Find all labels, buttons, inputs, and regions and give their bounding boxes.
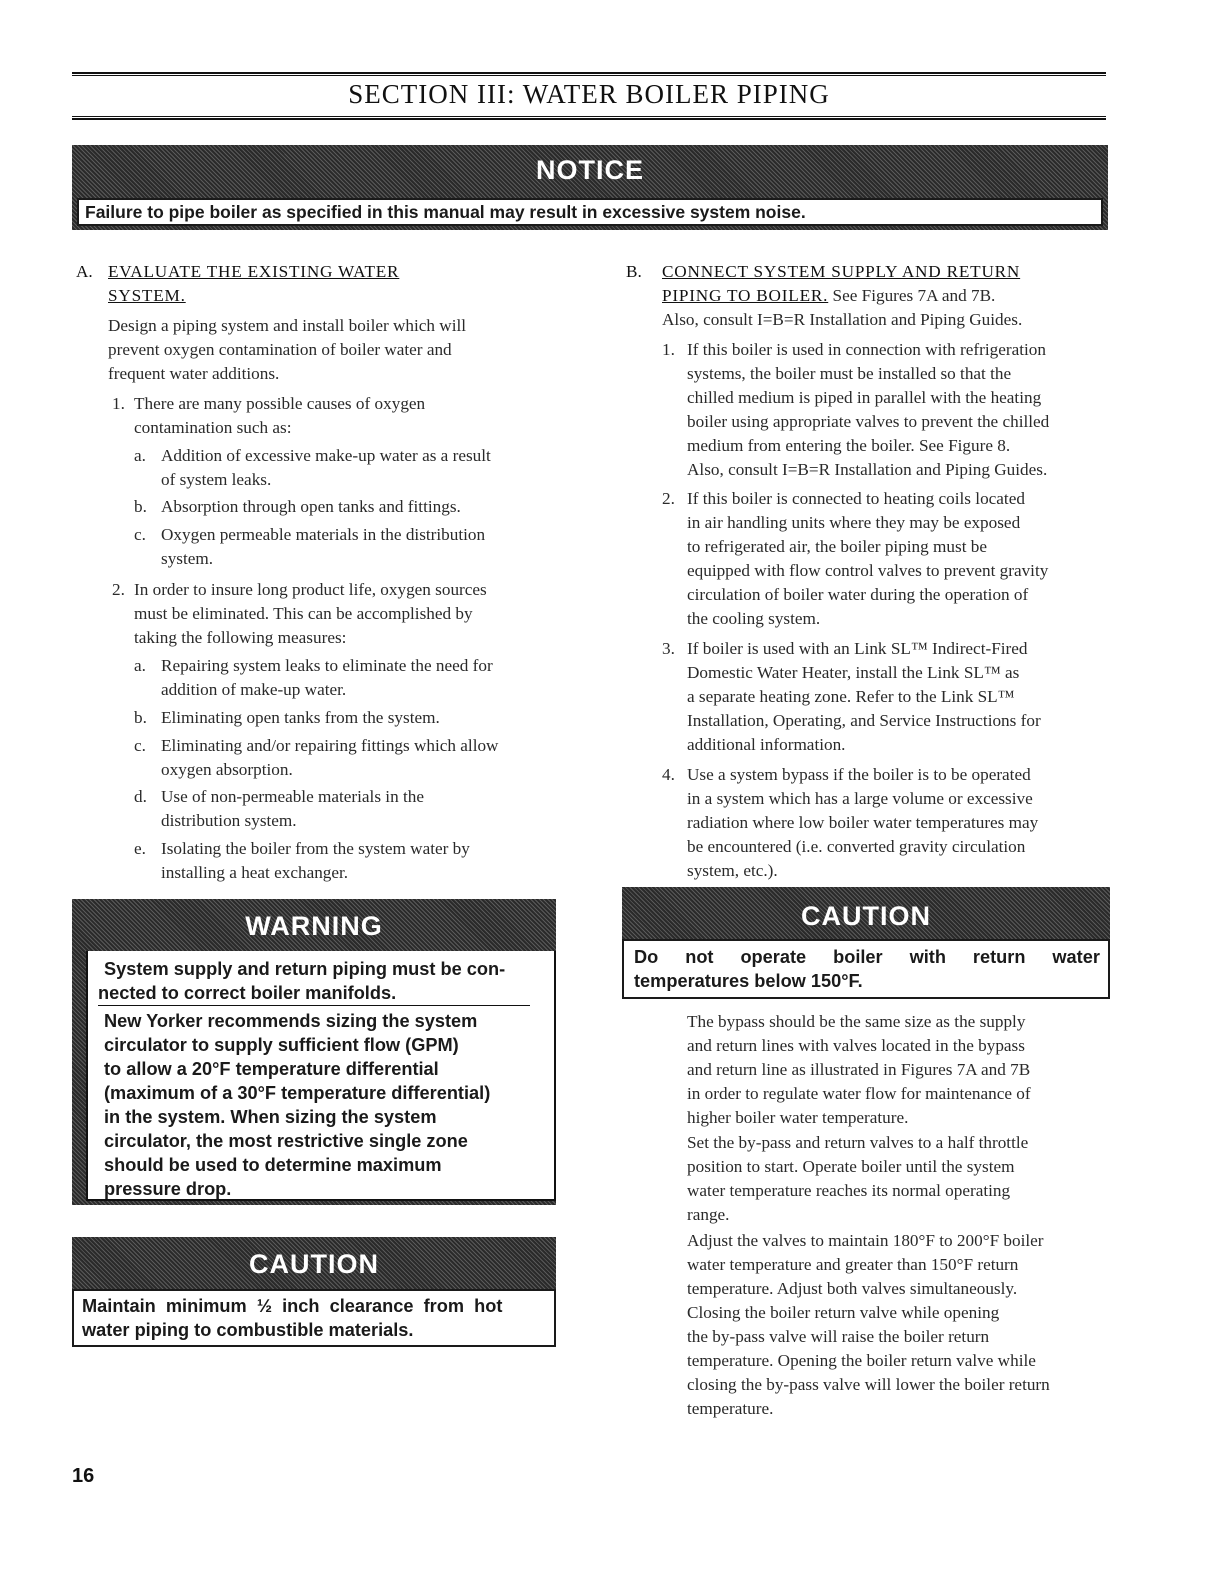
paragraph-line: higher boiler water temperature. xyxy=(687,1108,909,1127)
section-a-letter: A. xyxy=(76,262,93,281)
section-b-heading-tail: See Figures 7A and 7B. xyxy=(828,286,996,305)
item-number: 1. xyxy=(662,340,675,359)
list-subitem-a2d xyxy=(134,785,424,833)
item-line: Addition of excessive make-up water as a result xyxy=(161,446,491,465)
item-line: in air handling units where they may be exposed xyxy=(687,513,1021,532)
intro-line: Design a piping system and install boiler which will xyxy=(108,316,467,335)
item-line: system. xyxy=(161,549,214,568)
item-line: oxygen absorption. xyxy=(161,760,293,779)
caution-word: not xyxy=(685,947,714,967)
paragraph-line: the by-pass valve will raise the boiler return xyxy=(687,1327,990,1346)
warning-body-line: New Yorker recommends sizing the system xyxy=(104,1011,478,1031)
item-line: addition of make-up water. xyxy=(161,680,347,699)
paragraph-line: position to start. Operate boiler until the system xyxy=(687,1157,1015,1176)
subitem-letter: a. xyxy=(134,656,146,675)
item-line: systems, the boiler must be installed so that the xyxy=(687,364,1012,383)
list-subitem-a1b xyxy=(134,495,461,519)
item-line: chilled medium is piped in parallel with the heating xyxy=(687,388,1042,407)
notice-box xyxy=(72,145,1108,230)
section-b-letter: B. xyxy=(626,262,642,281)
notice-text: Failure to pipe boiler as specified in this manual may result in excessive system noise. xyxy=(85,202,806,222)
section-a-heading-line1: EVALUATE THE EXISTING WATER xyxy=(108,262,400,281)
list-item-a2 xyxy=(112,578,487,650)
caution-title: CAUTION xyxy=(801,901,931,931)
item-line: Also, consult I=B=R Installation and Piping Guides. xyxy=(687,460,1048,479)
caution-word: Do xyxy=(634,947,659,967)
header-rule-top-2 xyxy=(72,75,1106,76)
notice-message-box xyxy=(77,198,1103,226)
list-subitem-a2a xyxy=(134,654,493,702)
caution-title: CAUTION xyxy=(249,1249,379,1279)
item-line: Use a system bypass if the boiler is to be operated xyxy=(687,765,1031,784)
item-line: be encountered (i.e. converted gravity circulation xyxy=(687,837,1026,856)
section-b-heading-line1: CONNECT SYSTEM SUPPLY AND RETURN xyxy=(662,262,1021,281)
caution-line2: temperatures below 150°F. xyxy=(634,971,863,991)
header-rule-top-1 xyxy=(72,72,1106,74)
item-line: Domestic Water Heater, install the Link SL™ as xyxy=(687,663,1020,682)
list-subitem-a2b xyxy=(134,706,440,730)
paragraph-line: Closing the boiler return valve while opening xyxy=(687,1303,1000,1322)
item-line: If this boiler is connected to heating coils located xyxy=(687,489,1025,508)
warning-body-line: pressure drop. xyxy=(104,1179,232,1199)
page-number: 16 xyxy=(72,1465,95,1487)
warning-box xyxy=(72,899,556,1205)
list-subitem-a1c xyxy=(134,523,485,571)
caution-line1 xyxy=(634,945,1100,969)
intro-line: prevent oxygen contamination of boiler water and xyxy=(108,340,452,359)
item-number: 4. xyxy=(662,765,675,784)
paragraph-line: water temperature reaches its normal operating xyxy=(687,1181,1011,1200)
caution-message-box xyxy=(622,939,1110,999)
list-item-b4 xyxy=(662,763,1038,883)
list-item-a1 xyxy=(112,392,425,440)
list-item-b2 xyxy=(662,487,1048,631)
section-b-heading-row2 xyxy=(662,284,995,308)
paragraph-line: water temperature and greater than 150°F return xyxy=(687,1255,1019,1274)
paragraph-line: temperature. xyxy=(687,1399,774,1418)
item-line: If this boiler is used in connection with refrigeration xyxy=(687,340,1046,359)
item-line: contamination such as: xyxy=(134,418,292,437)
paragraph-line: and return line as illustrated in Figures 7A and 7B xyxy=(687,1060,1031,1079)
item-line: must be eliminated. This can be accomplished by xyxy=(134,604,473,623)
subitem-letter: e. xyxy=(134,839,146,858)
item-line: a separate heating zone. Refer to the Link SL™ xyxy=(687,687,1015,706)
item-line: equipped with flow control valves to prevent gravity xyxy=(687,561,1049,580)
item-line: Use of non-permeable materials in the xyxy=(161,787,424,806)
warning-body-line: circulator to supply sufficient flow (GPM) xyxy=(104,1035,459,1055)
paragraph-line: The bypass should be the same size as the supply xyxy=(687,1012,1026,1031)
warning-line1: System supply and return piping must be con- xyxy=(104,959,506,979)
section-a-intro xyxy=(108,314,466,386)
bypass-paragraph-1 xyxy=(687,1010,1031,1130)
section-b-intro: Also, consult I=B=R Installation and Piping Guides. xyxy=(662,310,1023,329)
section-a-heading-line2: SYSTEM. xyxy=(108,286,186,305)
bypass-paragraph-3 xyxy=(687,1229,1050,1421)
paragraph-line: temperature. Adjust both valves simultaneously. xyxy=(687,1279,1018,1298)
warning-body-line: should be used to determine maximum xyxy=(104,1155,442,1175)
item-line: circulation of boiler water during the operation of xyxy=(687,585,1029,604)
item-line: In order to insure long product life, oxygen sources xyxy=(134,580,487,599)
warning-body-line: circulator, the most restrictive single zone xyxy=(104,1131,468,1151)
item-line: Isolating the boiler from the system water by xyxy=(161,839,470,858)
item-line: If boiler is used with an Link SL™ Indirect-Fired xyxy=(687,639,1028,658)
item-line: Eliminating and/or repairing fittings which allow xyxy=(161,736,499,755)
item-line: of system leaks. xyxy=(161,470,272,489)
warning-body-line: to allow a 20°F temperature differential xyxy=(104,1059,439,1079)
list-item-b1 xyxy=(662,338,1049,482)
caution-word: return xyxy=(972,947,1026,967)
caution-word: boiler xyxy=(833,947,883,967)
list-subitem-a1a xyxy=(134,444,491,492)
subitem-letter: c. xyxy=(134,525,146,544)
paragraph-line: closing the by-pass valve will lower the boiler return xyxy=(687,1375,1050,1394)
paragraph-line: range. xyxy=(687,1205,730,1224)
item-line: in a system which has a large volume or excessive xyxy=(687,789,1033,808)
subitem-letter: d. xyxy=(134,787,147,806)
warning-line2: nected to correct boiler manifolds. xyxy=(98,983,397,1003)
warning-title: WARNING xyxy=(245,911,383,941)
item-line: radiation where low boiler water temperatures may xyxy=(687,813,1039,832)
paragraph-line: Adjust the valves to maintain 180°F to 200°F boiler xyxy=(687,1231,1044,1250)
item-line: Eliminating open tanks from the system. xyxy=(161,708,440,727)
item-number: 2. xyxy=(662,489,675,508)
list-subitem-a2e xyxy=(134,837,470,885)
paragraph-line: and return lines with valves located in the bypass xyxy=(687,1036,1025,1055)
item-line: additional information. xyxy=(687,735,846,754)
item-line: boiler using appropriate valves to prevent the chilled xyxy=(687,412,1050,431)
item-line: There are many possible causes of oxygen xyxy=(134,394,426,413)
item-number: 2. xyxy=(112,580,125,599)
caution-line2: water piping to combustible materials. xyxy=(82,1320,414,1340)
caution-word: water xyxy=(1052,947,1100,967)
paragraph-line: temperature. Opening the boiler return valve while xyxy=(687,1351,1036,1370)
section-title: SECTION III: WATER BOILER PIPING xyxy=(348,79,830,109)
caution-word: operate xyxy=(740,947,807,967)
list-subitem-a2c xyxy=(134,734,498,782)
item-line: taking the following measures: xyxy=(134,628,347,647)
caution-word: with xyxy=(909,947,946,967)
item-number: 3. xyxy=(662,639,675,658)
item-line: Oxygen permeable materials in the distribution xyxy=(161,525,486,544)
subitem-letter: c. xyxy=(134,736,146,755)
item-number: 1. xyxy=(112,394,125,413)
section-b-heading-line2: PIPING TO BOILER. xyxy=(662,286,829,305)
item-line: installing a heat exchanger. xyxy=(161,863,349,882)
warning-message-box xyxy=(86,951,556,1201)
notice-title: NOTICE xyxy=(535,155,644,185)
caution-message-box xyxy=(72,1289,556,1347)
subitem-letter: b. xyxy=(134,497,147,516)
item-line: the cooling system. xyxy=(687,609,821,628)
caution-box-right xyxy=(622,887,1110,999)
paragraph-line: Set the by-pass and return valves to a half throttle xyxy=(687,1133,1029,1152)
warning-body xyxy=(104,1009,490,1201)
bypass-paragraph-2 xyxy=(687,1131,1028,1227)
header-rule-bottom-1 xyxy=(72,116,1106,117)
warning-divider xyxy=(98,1005,530,1006)
warning-body-line: in the system. When sizing the system xyxy=(104,1107,437,1127)
list-item-b3 xyxy=(662,637,1041,757)
caution-box-left xyxy=(72,1237,556,1347)
warning-body-line: (maximum of a 30°F temperature differential) xyxy=(104,1083,491,1103)
paragraph-line: in order to regulate water flow for maintenance of xyxy=(687,1084,1031,1103)
item-line: Repairing system leaks to eliminate the need for xyxy=(161,656,493,675)
item-line: Installation, Operating, and Service Instructions for xyxy=(687,711,1041,730)
header-rule-bottom-2 xyxy=(72,118,1106,120)
subitem-letter: a. xyxy=(134,446,146,465)
item-line: Absorption through open tanks and fittings. xyxy=(161,497,461,516)
item-line: to refrigerated air, the boiler piping must be xyxy=(687,537,987,556)
item-line: medium from entering the boiler. See Figure 8. xyxy=(687,436,1011,455)
item-line: distribution system. xyxy=(161,811,297,830)
item-line: system, etc.). xyxy=(687,861,778,880)
subitem-letter: b. xyxy=(134,708,147,727)
intro-line: frequent water additions. xyxy=(108,364,280,383)
caution-line1: Maintain minimum ½ inch clearance from hot xyxy=(82,1296,503,1316)
